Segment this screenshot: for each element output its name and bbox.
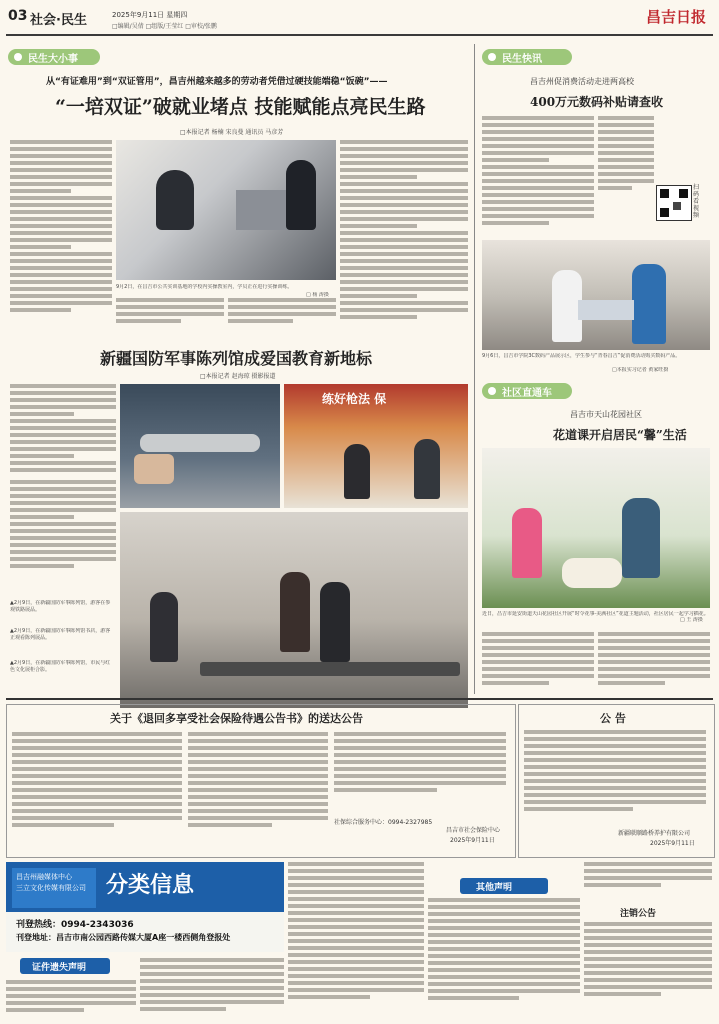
instructor-figure-icon <box>286 160 316 230</box>
qr-label: 扫码看视频 <box>693 184 700 219</box>
video-qr-code[interactable] <box>656 185 692 221</box>
article-headline: “一培双证”破就业堵点 技能赋能点亮民生路 <box>55 96 426 118</box>
article-byline: □本报记者 杨楠 宋良曼 通讯员 马彦芳 <box>180 129 284 136</box>
museum-text-col <box>10 384 116 476</box>
qr-marker-icon <box>660 189 669 198</box>
kuaixun-text-col1 <box>482 116 594 236</box>
kuaixun-text-col2 <box>598 116 654 236</box>
article-text-col2 <box>116 298 224 328</box>
lost-cert-header: 证件遗失声明 <box>20 958 110 974</box>
page-header <box>0 0 719 34</box>
qr-module-icon <box>673 202 681 210</box>
notice-announcement-text3 <box>334 732 506 812</box>
article-text-col1 <box>10 140 112 325</box>
museum-photo-aircraft <box>120 384 280 508</box>
visitor-figure-icon <box>344 444 370 499</box>
newspaper-logo: 昌吉日报 <box>646 8 707 26</box>
qr-marker-icon <box>660 208 669 217</box>
museum-headline: 新疆国防军事陈列馆成爱国教育新地标 <box>100 349 373 368</box>
cancel-notice-header: 注销公告 <box>620 909 657 919</box>
community-credit: □ 王 涛摄 <box>680 617 703 623</box>
training-photo-credit: □ 杨 涛摄 <box>306 292 329 298</box>
editors-line: □编辑/吴倩 □组版/王莹红 □审校/张鹏 <box>112 23 217 30</box>
notice-announcement-issuer: 昌吉市社会保险中心 <box>446 827 501 834</box>
classified-text-col5 <box>584 862 712 902</box>
product-box-shape <box>578 300 634 320</box>
museum-caption-2: ▲2月9日，在新疆国防军事陈列馆书店，游客正观看陈列展品。 <box>10 628 111 641</box>
classified-text-col4 <box>428 898 580 1020</box>
resident-figure-icon <box>622 498 660 578</box>
kuaixun-subtitle: 昌吉州促消费活动走进两高校 <box>530 77 634 86</box>
kuaixun-photo-credit: □本报实习记者 黄家旺摄 <box>612 367 669 373</box>
community-subtitle: 昌吉市天山花园社区 <box>570 410 642 419</box>
qr-marker-icon <box>679 189 688 198</box>
classified-text-col6 <box>584 922 712 1020</box>
section-band-community: 社区直通车 <box>482 383 572 399</box>
notice-announcement-title: 关于《退回多享受社会保险待遇公告书》的送达公告 <box>110 712 363 725</box>
community-caption: 近日，昌吉市延安街道天山花园社区开展“时令花事·美满社区”花道主题活动，社区居民一起学习插花。 <box>482 611 709 617</box>
kuaixun-headline: 400万元数码补贴请查收 <box>530 95 664 109</box>
notice-public-date: 2025年9月11日 <box>650 840 695 847</box>
museum-photo-visitors <box>284 384 468 508</box>
section-band-kuaixun: 民生快讯 <box>482 49 572 65</box>
visitor-figure-icon-2 <box>414 439 440 499</box>
article-kicker: 从“有证难用”到“双证管用”，昌吉州越来越多的劳动者凭借过硬技能端稳“饭碗”—— <box>46 77 388 87</box>
page-number: 03 <box>8 8 28 24</box>
ad-address: 刊登地址：昌吉市南公园西路传媒大厦A座一楼西侧角登报处 <box>16 933 231 942</box>
museum-text-col-b <box>10 480 116 580</box>
museum-photo-weapons <box>120 512 468 708</box>
ad-title: 分类信息 <box>106 872 195 898</box>
article-text-col4 <box>340 140 468 330</box>
band-bullet-icon <box>488 53 496 61</box>
museum-caption-3: ▲2月9日，在新疆国防军事陈列馆，市民与红色文化展柜合影。 <box>10 660 111 673</box>
other-statement-header: 其他声明 <box>460 878 548 894</box>
flower-arrangement-shape <box>562 558 622 588</box>
community-photo <box>482 448 710 608</box>
community-headline: 花道课开启居民“馨”生活 <box>553 428 687 442</box>
student-figure-icon <box>156 170 194 230</box>
visitor-figure-icon-5 <box>320 582 350 662</box>
visitor-figure-icon-4 <box>280 572 310 652</box>
museum-byline: □本报记者 赵海琼 摄影报道 <box>200 373 276 380</box>
kuaixun-photo-caption: 9月6日，昌吉市学院3C数码产品展示区，学生参与“青春昌吉”促消费活动购买数码产品。 <box>482 353 681 359</box>
notice-announcement-text1 <box>12 732 182 842</box>
issue-date: 2025年9月11日 星期四 <box>112 11 188 19</box>
article-text-col3 <box>228 298 336 328</box>
notice-public-issuer: 新疆联顺路桥养护有限公司 <box>618 830 691 837</box>
section-name: 社会·民生 <box>30 13 87 28</box>
weapon-display-shape <box>200 662 460 676</box>
band-bullet-icon <box>488 387 496 395</box>
notice-public-text <box>524 730 706 825</box>
museum-caption-1: ▲2月9日，在新疆国防军事陈列馆，游客在参观铁路展品。 <box>10 600 111 613</box>
classified-text-col3 <box>288 862 424 1020</box>
child-figure-icon <box>512 508 542 578</box>
notice-rule <box>6 698 713 700</box>
notice-announcement-date: 2025年9月11日 <box>450 837 495 844</box>
ad-phone: 刊登热线：0994-2343036 <box>16 920 134 930</box>
notice-announcement-contact: 社保综合服务中心：0994-2327985 <box>334 819 433 826</box>
aircraft-model-shape <box>140 434 260 452</box>
classified-text-col2 <box>140 958 284 1020</box>
notice-announcement-text2 <box>188 732 328 842</box>
community-text-col1 <box>482 632 594 692</box>
training-photo-caption: 9月2日，在昌吉市公共实训基地的学校内实操教室内，学员正在进行实操训练。 <box>116 284 293 290</box>
community-text-col2 <box>598 632 710 692</box>
kuaixun-photo <box>482 240 710 350</box>
section-band-minsheng: 民生大小事 <box>8 49 100 65</box>
museum-banner-text: 练好枪法 保 <box>322 392 387 406</box>
training-photo <box>116 140 336 280</box>
staff-figure-icon <box>632 264 666 344</box>
classified-ad-banner <box>6 862 284 952</box>
column-divider <box>474 44 475 694</box>
header-rule <box>6 34 713 36</box>
phone-hand-shape <box>134 454 174 484</box>
notice-public-title: 公 告 <box>600 712 626 725</box>
band-bullet-icon <box>14 53 22 61</box>
ad-org: 昌吉州融媒体中心 三立文化传媒有限公司 <box>12 868 96 908</box>
classified-text-col1 <box>6 980 136 1020</box>
visitor-figure-icon-3 <box>150 592 178 662</box>
